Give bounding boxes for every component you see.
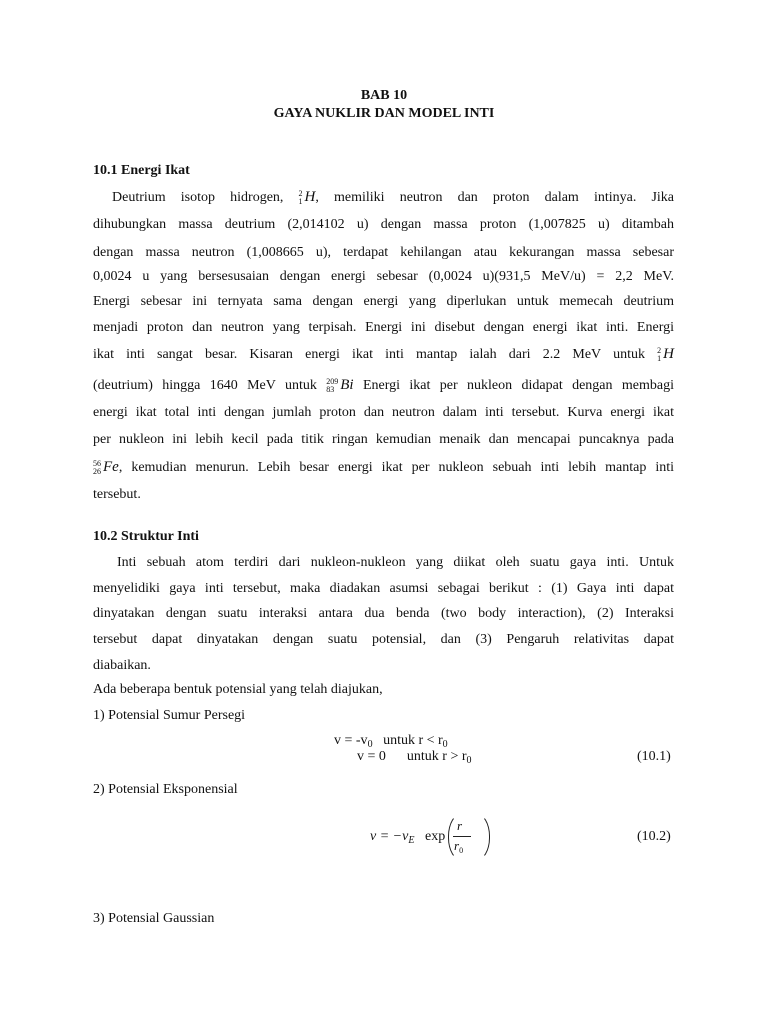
paragraph-line: per nukleon ini lebih kecil pada titik ringan kemudian menaik dan mencapai puncaknya pada bbox=[93, 432, 674, 447]
chapter-number: BAB 10 bbox=[360, 88, 408, 103]
section-heading-energi-ikat: 10.1 Energi Ikat bbox=[93, 163, 190, 178]
paragraph-line: (deutrium) hingga 1640 MeV untuk 209 83 Bi Energi ikat per nukleon didapat dengan membagi bbox=[93, 376, 674, 394]
paragraph-line: dihubungkan massa deutrium (2,014102 u) dengan massa proton (1,007825 u) ditambah bbox=[93, 217, 674, 232]
intro-line: Ada beberapa bentuk potensial yang telah diajukan, bbox=[93, 682, 383, 697]
paragraph-line: energi ikat total inti dengan jumlah proton dan neutron dalam inti tersebut. Kurva energi ikat bbox=[93, 405, 674, 420]
paragraph-line: 56 26 Fe, kemudian menurun. Lebih besar energi ikat per nukleon sebuah inti lebih mantap inti bbox=[93, 458, 674, 476]
equation-10-1-line-1: $v = -v_0$ untuk $r < r_0$ bbox=[334, 733, 448, 750]
paragraph-line: dinyatakan dengan suatu interaksi antara dua benda (two body interaction), (2) Interaksi bbox=[93, 606, 674, 621]
isotope-iron: 56 26 Fe bbox=[93, 458, 119, 476]
paragraph-line: menjadi proton dan neutron yang terpisah. Energi ini disebut dengan energi ikat inti. Energi bbox=[93, 320, 674, 335]
section-heading-struktur-inti: 10.2 Struktur Inti bbox=[93, 529, 199, 544]
paragraph-line: ikat inti sangat besar. Kisaran energi ikat inti mantap ialah dari 2.2 MeV untuk 2 1 H bbox=[93, 345, 675, 363]
list-item-potensial-gaussian: 3) Potensial Gaussian bbox=[93, 911, 215, 926]
fraction-numerator: r bbox=[457, 818, 463, 833]
isotope-bismuth: 209 83 Bi bbox=[326, 376, 354, 394]
paragraph-line: 0,0024 u yang bersesusaian dengan energi sebesar (0,0024 u)(931,5 MeV/u) = 2,2 MeV. bbox=[93, 269, 674, 284]
equation-10-2-lhs: $v = -v_E$ bbox=[370, 829, 415, 846]
paragraph-line: Inti sebuah atom terdiri dari nukleon-nukleon yang diikat oleh suatu gaya inti. Untuk bbox=[117, 555, 674, 570]
list-item-potensial-eksponensial: 2) Potensial Eksponensial bbox=[93, 782, 238, 797]
isotope-deuterium: 2 1 H bbox=[298, 188, 316, 206]
paragraph-line: dengan massa neutron (1,008665 u), terdapat kehilangan atau kekurangan massa sebesar bbox=[93, 245, 674, 260]
paragraph-line: Deutrium isotop hidrogen, 2 1 H, memiliki neutron dan proton dalam intinya. Jika bbox=[112, 188, 675, 206]
equation-number-10-1: (10.1) bbox=[637, 749, 671, 764]
paragraph-line: tersebut dapat dinyatakan dengan suatu potensial, dan (3) Pengaruh relativitas dapat bbox=[93, 632, 674, 647]
paragraph-line: menyelidiki gaya inti tersebut, maka diadakan asumsi sebagai berikut : (1) Gaya inti dapat bbox=[93, 581, 674, 596]
list-item-potensial-sumur-persegi: 1) Potensial Sumur Persegi bbox=[93, 708, 246, 723]
chapter-title: GAYA NUKLIR DAN MODEL INTI bbox=[273, 106, 495, 121]
equation-number-10-2: (10.2) bbox=[637, 829, 671, 844]
paragraph-line: tersebut. bbox=[93, 487, 141, 502]
equation-10-1-line-2: v = 0 untuk $r > r_0$ bbox=[357, 749, 472, 766]
equation-10-2-func: exp bbox=[425, 829, 446, 844]
fraction-denominator: $r_0$ bbox=[454, 838, 464, 855]
fraction-bar bbox=[453, 836, 471, 837]
paragraph-line: diabaikan. bbox=[93, 658, 151, 673]
right-paren bbox=[460, 813, 490, 861]
paragraph-line: Energi sebesar ini ternyata sama dengan energi yang diperlukan untuk memecah deutrium bbox=[93, 294, 674, 309]
isotope-deuterium: 2 1 H bbox=[657, 345, 675, 363]
